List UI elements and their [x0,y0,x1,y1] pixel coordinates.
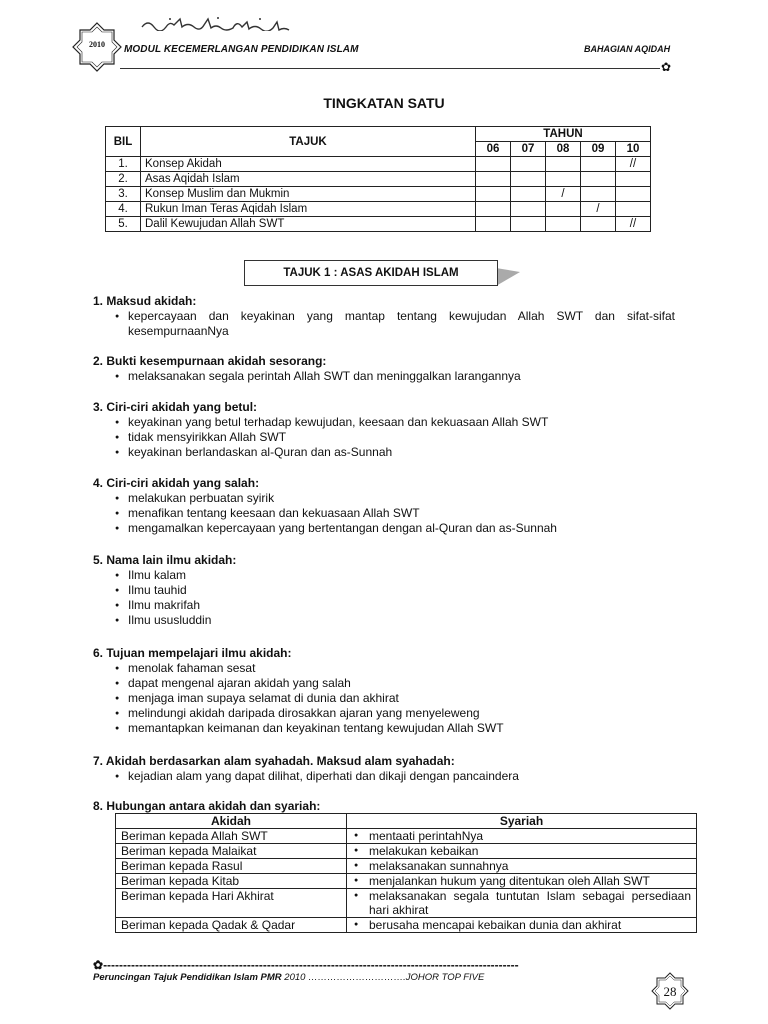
bullet-list [93,491,675,536]
bullet-list [93,369,675,384]
seal-year: 2010 [89,40,105,49]
row-number: 1. [106,157,141,172]
year-mark [476,217,511,232]
year-mark [476,187,511,202]
table-row [106,172,651,187]
syariah-cell: ● melakukan kebaikan [347,844,697,859]
year-mark [581,172,616,187]
year-mark [511,157,546,172]
year-mark: / [581,202,616,217]
section-heading: 2. Bukti kesempurnaan akidah sesorang: [93,354,327,368]
year-mark [476,172,511,187]
akidah-cell: Beriman kepada Malaikat [116,844,347,859]
list-item: ● menjaga iman supaya selamat di dunia dan akhirat [93,691,675,706]
row-topic: Konsep Muslim dan Mukmin [141,187,476,202]
table-row [116,918,697,933]
bullet-list [93,769,675,784]
year-mark [511,202,546,217]
section-1 [93,294,675,339]
list-item: ● mengamalkan kepercayaan yang bertentangan dengan al-Quran dan as-Sunnah [93,521,675,536]
table-row [106,202,651,217]
page-title: TINGKATAN SATU [323,95,445,111]
list-item: ● menolak fahaman sesat [93,661,675,676]
section-2 [93,354,675,384]
table-row [116,874,697,889]
col-akidah: Akidah [116,814,347,829]
list-item: ● Ilmu makrifah [93,598,675,613]
section-heading: 6. Tujuan mempelajari ilmu akidah: [93,646,292,660]
section-heading: 7. Akidah berdasarkan alam syahadah. Maksud alam syahadah: [93,754,455,768]
section-8 [93,799,675,814]
footer-dots: …………………………. [308,972,406,983]
year-mark [616,202,651,217]
footer-year: 2010 [281,972,309,983]
bullet-list [93,568,675,628]
syariah-cell: ● melaksanakan sunnahnya [347,859,697,874]
section-5 [93,553,675,628]
col-tahun: TAHUN [476,127,651,142]
year-header: 06 [476,142,511,157]
year-mark [581,217,616,232]
section-heading: 8. Hubungan antara akidah dan syariah: [93,799,321,813]
footer-dashes: -------------------------------------------------------------------------------------------------------- [103,958,519,972]
section-heading: 4. Ciri-ciri akidah yang salah: [93,476,260,490]
section-7 [93,754,675,784]
table-row [106,187,651,202]
table-row [116,889,697,918]
row-topic: Rukun Iman Teras Aqidah Islam [141,202,476,217]
footer-rule: ✿-------------------------------------------------------------------------------------------------------- [93,958,519,972]
row-topic: Dalil Kewujudan Allah SWT [141,217,476,232]
row-number: 4. [106,202,141,217]
module-title: MODUL KECEMERLANGAN PENDIDIKAN ISLAM [124,44,359,55]
row-topic: Konsep Akidah [141,157,476,172]
table-row [116,829,697,844]
year-mark: // [616,217,651,232]
year-mark [546,217,581,232]
row-number: 5. [106,217,141,232]
row-number: 3. [106,187,141,202]
year-mark [581,157,616,172]
list-item: ● Ilmu kalam [93,568,675,583]
col-syariah: Syariah [347,814,697,829]
list-item: ● melindungi akidah daripada dirosakkan ajaran yang menyeleweng [93,706,675,721]
list-item: ● memantapkan keimanan dan keyakinan tentang kewujudan Allah SWT [93,721,675,736]
year-mark [546,157,581,172]
table-row [116,844,697,859]
list-item: ● menafikan tentang keesaan dan kekuasaan Allah SWT [93,506,675,521]
section-3 [93,400,675,460]
syariah-cell: ● menjalankan hukum yang ditentukan oleh Allah SWT [347,874,697,889]
bullet-list [93,415,675,460]
year-mark [511,217,546,232]
year-header: 08 [546,142,581,157]
bullet-list [93,309,675,339]
year-mark [616,187,651,202]
section-heading: 3. Ciri-ciri akidah yang betul: [93,400,258,414]
akidah-cell: Beriman kepada Qadak & Qadar [116,918,347,933]
year-header: 10 [616,142,651,157]
syariah-cell: ● melaksanakan segala tuntutan Islam sebagai persediaan hari akhirat [347,889,697,918]
row-topic: Asas Aqidah Islam [141,172,476,187]
year-header: 07 [511,142,546,157]
year-mark [476,157,511,172]
year-mark [476,202,511,217]
arabic-calligraphy [140,15,310,31]
topic-year-table [105,126,651,232]
syariah-cell: ● berusaha mencapai kebaikan dunia dan akhirat [347,918,697,933]
section-title: BAHAGIAN AQIDAH [584,44,671,54]
list-item: ● keyakinan yang betul terhadap kewujudan, keesaan dan kekuasaan Allah SWT [93,415,675,430]
header-rule [120,68,660,69]
year-mark [616,172,651,187]
akidah-cell: Beriman kepada Allah SWT [116,829,347,844]
list-item: ● keyakinan berlandaskan al-Quran dan as-Sunnah [93,445,675,460]
year-mark [546,172,581,187]
tajuk-heading-box: TAJUK 1 : ASAS AKIDAH ISLAM [244,260,498,286]
section-4 [93,476,675,536]
section-heading: 1. Maksud akidah: [93,294,197,308]
page-number: 28 [663,984,677,999]
year-mark: // [616,157,651,172]
list-item: ● Ilmu ususluddin [93,613,675,628]
year-header: 09 [581,142,616,157]
table-row [116,859,697,874]
akidah-cell: Beriman kepada Kitab [116,874,347,889]
footer-end: JOHOR TOP FIVE [405,972,485,983]
year-mark [511,187,546,202]
tajuk-arrow-shadow [496,268,520,286]
akidah-syariah-table [115,813,697,933]
list-item: ● tidak mensyirikkan Allah SWT [93,430,675,445]
col-bil: BIL [106,127,141,157]
list-item: ● melaksanakan segala perintah Allah SWT dan meninggalkan larangannya [93,369,675,384]
year-mark [581,187,616,202]
section-heading: 5. Nama lain ilmu akidah: [93,553,237,567]
table-row [106,157,651,172]
akidah-cell: Beriman kepada Hari Akhirat [116,889,347,918]
section-6 [93,646,675,736]
row-number: 2. [106,172,141,187]
bullet-list [93,661,675,736]
footer-text [93,972,484,983]
list-item: ● kejadian alam yang dapat dilihat, diperhati dan dikaji dengan pancaindera [93,769,675,784]
list-item: ● Ilmu tauhid [93,583,675,598]
syariah-cell: ● mentaati perintahNya [347,829,697,844]
table-row [106,217,651,232]
col-tajuk: TAJUK [141,127,476,157]
footer-main: Peruncingan Tajuk Pendidikan Islam PMR [93,972,282,983]
year-mark [546,202,581,217]
year-mark [511,172,546,187]
year-mark: / [546,187,581,202]
list-item: ● dapat mengenal ajaran akidah yang salah [93,676,675,691]
list-item: ● kepercayaan dan keyakinan yang mantap tentang kewujudan Allah SWT dan sifat-sifat kesempurnaanNya [93,309,675,339]
flower-ornament-icon: ✿ [661,60,672,74]
list-item: ● melakukan perbuatan syirik [93,491,675,506]
akidah-cell: Beriman kepada Rasul [116,859,347,874]
